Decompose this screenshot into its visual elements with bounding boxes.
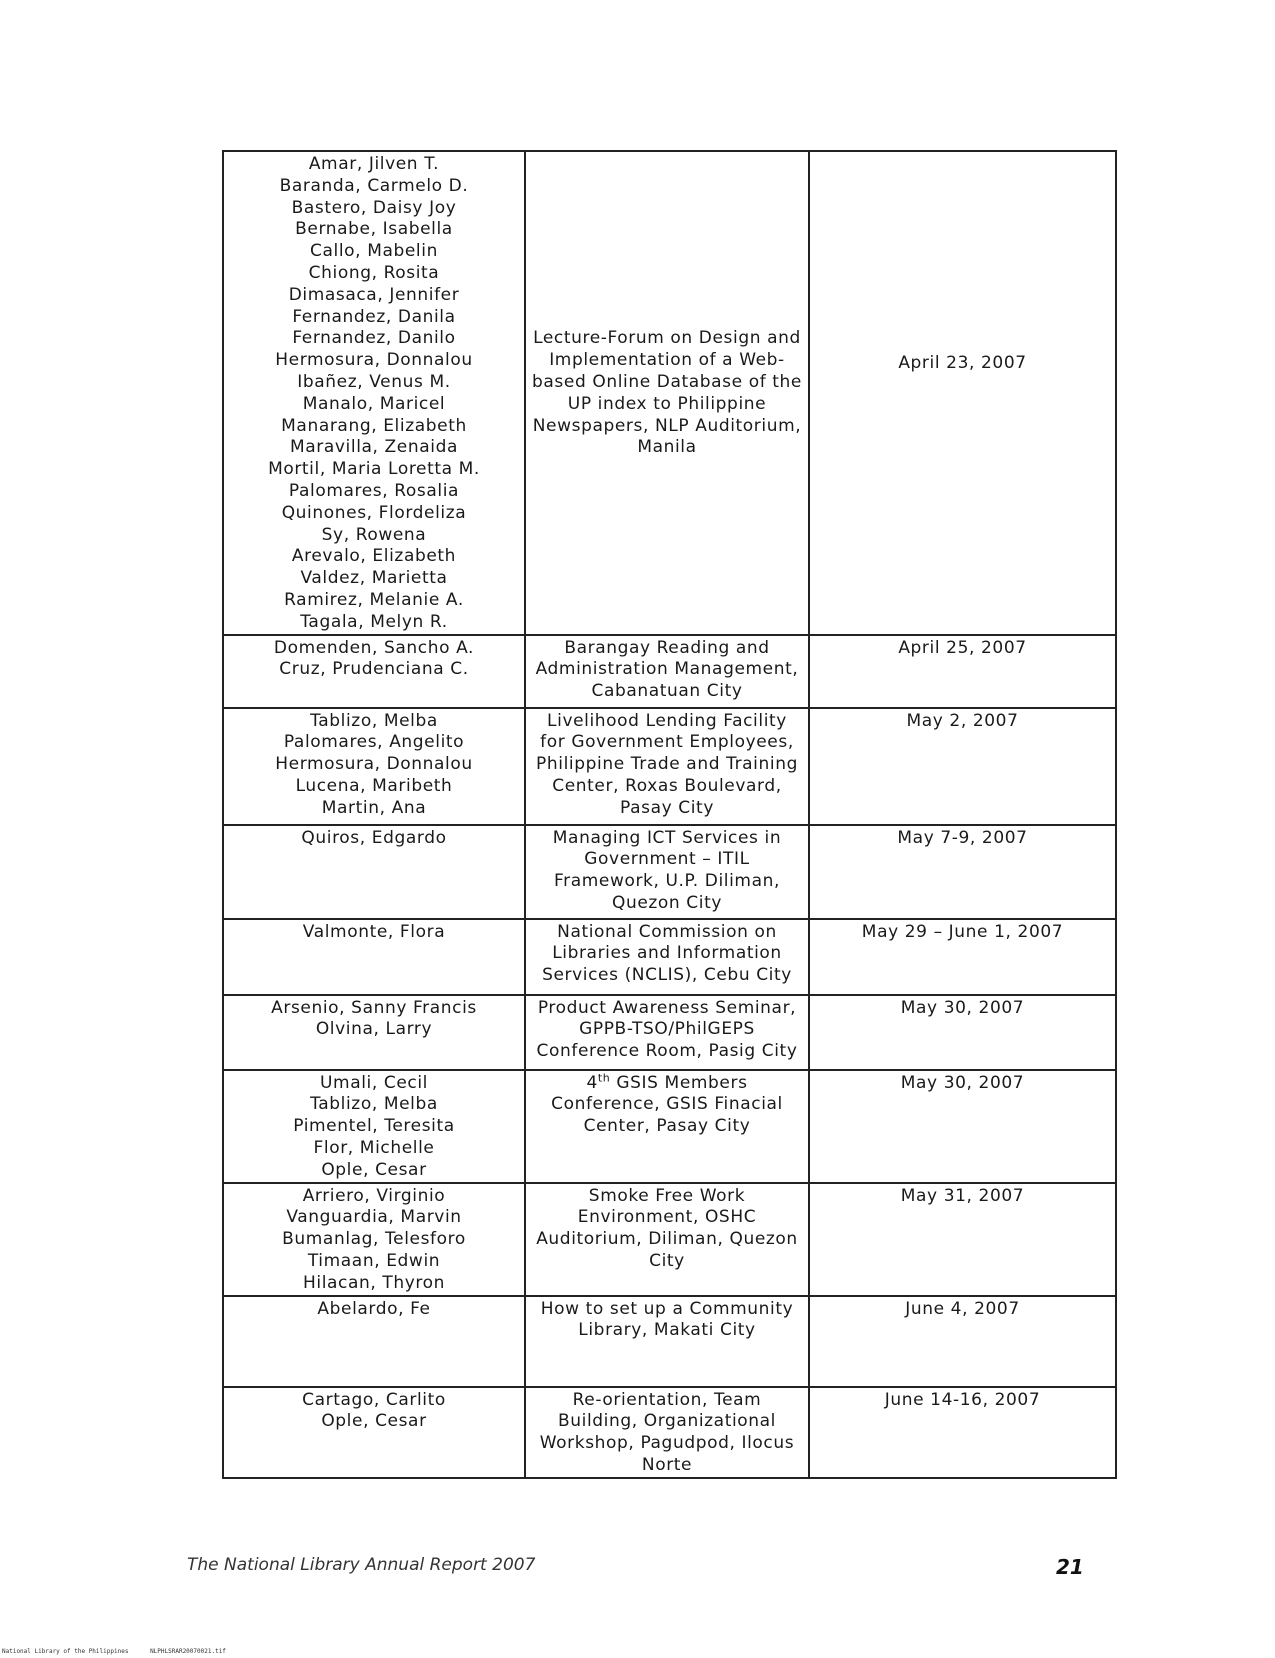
participant-name: Arsenio, Sanny Francis bbox=[271, 997, 477, 1018]
participant-name: Ramirez, Melanie A. bbox=[284, 589, 464, 610]
participants-cell bbox=[223, 635, 525, 708]
event-date: May 30, 2007 bbox=[900, 997, 1025, 1018]
event-text: Conference, GSIS Finacial bbox=[551, 1094, 783, 1115]
event-text: for Government Employees, bbox=[540, 732, 794, 753]
event-cell bbox=[525, 1183, 809, 1296]
participant-name: Hermosura, Donnalou bbox=[275, 350, 473, 371]
participant-name: Martin, Ana bbox=[321, 797, 427, 818]
participant-name: Bastero, Daisy Joy bbox=[291, 197, 457, 218]
event-text: Government – ITIL bbox=[584, 849, 750, 870]
participant-name: Arriero, Virginio bbox=[302, 1185, 446, 1206]
participant-name: Manalo, Maricel bbox=[302, 393, 446, 414]
participant-name: Mortil, Maria Loretta M. bbox=[268, 459, 480, 480]
table-row bbox=[223, 825, 1116, 919]
event-text: Conference Room, Pasig City bbox=[536, 1041, 798, 1062]
event-text: Center, Pasay City bbox=[583, 1116, 751, 1137]
participant-name: Valdez, Marietta bbox=[300, 568, 448, 589]
event-text: Norte bbox=[641, 1454, 693, 1475]
page-number: 21 bbox=[1056, 1555, 1084, 1579]
table-row bbox=[223, 1296, 1116, 1387]
event-text: Services (NCLIS), Cebu City bbox=[542, 965, 792, 986]
participant-name: Ople, Cesar bbox=[321, 1159, 427, 1180]
participant-name: Callo, Mabelin bbox=[310, 241, 438, 262]
date-cell bbox=[809, 995, 1116, 1070]
event-text: Product Awareness Seminar, bbox=[537, 997, 797, 1018]
event-cell bbox=[525, 708, 809, 825]
participant-name: Fernandez, Danila bbox=[292, 306, 456, 327]
date-cell bbox=[809, 151, 1116, 635]
participant-name: Quinones, Flordeliza bbox=[281, 502, 467, 523]
participant-name: Chiong, Rosita bbox=[308, 262, 440, 283]
participant-name: Timaan, Edwin bbox=[307, 1250, 441, 1271]
participant-name: Bernabe, Isabella bbox=[295, 219, 453, 240]
event-cell bbox=[525, 825, 809, 919]
participant-name: Sy, Rowena bbox=[321, 524, 427, 545]
event-cell bbox=[525, 995, 809, 1070]
event-text: Workshop, Pagudpod, Ilocus bbox=[539, 1433, 795, 1454]
scan-stamp bbox=[2, 1648, 244, 1655]
event-cell bbox=[525, 1296, 809, 1387]
participant-name: Lucena, Maribeth bbox=[295, 775, 453, 796]
event-text: GSIS Members bbox=[610, 1072, 748, 1093]
participant-name: Vanguardia, Marvin bbox=[286, 1207, 462, 1228]
event-title-line bbox=[527, 1070, 807, 1095]
date-cell bbox=[809, 1183, 1116, 1296]
event-text: Philippine Trade and Training bbox=[536, 754, 798, 775]
event-text: Building, Organizational bbox=[558, 1411, 776, 1432]
training-table bbox=[222, 150, 1117, 1479]
scan-library: National Library of the Philippines bbox=[2, 1648, 129, 1655]
event-date: May 31, 2007 bbox=[900, 1185, 1025, 1206]
participant-name: Ople, Cesar bbox=[321, 1411, 427, 1432]
participant-name: Palomares, Angelito bbox=[283, 732, 465, 753]
participant-name: Arevalo, Elizabeth bbox=[291, 546, 457, 567]
ordinal-suffix: th bbox=[597, 1070, 611, 1084]
event-cell bbox=[525, 1387, 809, 1478]
event-text: Administration Management, bbox=[535, 659, 799, 680]
participants-cell bbox=[223, 919, 525, 995]
participant-name: Pimentel, Teresita bbox=[293, 1116, 455, 1137]
event-cell bbox=[525, 919, 809, 995]
participant-name: Abelardo, Fe bbox=[317, 1298, 431, 1319]
event-text: Barangay Reading and bbox=[564, 637, 770, 658]
participants-cell bbox=[223, 995, 525, 1070]
participant-name: Quiros, Edgardo bbox=[301, 827, 447, 848]
participant-name: Hilacan, Thyron bbox=[302, 1272, 445, 1293]
participants-cell bbox=[223, 1183, 525, 1296]
event-text: City bbox=[649, 1250, 685, 1271]
event-text: Libraries and Information bbox=[552, 943, 782, 964]
event-text: How to set up a Community bbox=[540, 1298, 794, 1319]
event-cell bbox=[525, 151, 809, 635]
participant-name: Baranda, Carmelo D. bbox=[279, 175, 469, 196]
event-text: Livelihood Lending Facility bbox=[547, 710, 787, 731]
event-text: National Commission on bbox=[557, 921, 777, 942]
table-row bbox=[223, 708, 1116, 825]
participants-cell bbox=[223, 1296, 525, 1387]
event-text: UP index to Philippine bbox=[567, 393, 767, 414]
participants-cell bbox=[223, 151, 525, 635]
participant-name: Tablizo, Melba bbox=[310, 1094, 438, 1115]
event-text: Library, Makati City bbox=[578, 1320, 756, 1341]
event-text: GPPB-TSO/PhilGEPS bbox=[579, 1019, 755, 1040]
participant-name: Tablizo, Melba bbox=[310, 710, 438, 731]
participants-cell bbox=[223, 1070, 525, 1183]
event-text: Environment, OSHC bbox=[577, 1207, 757, 1228]
event-text: Manila bbox=[637, 437, 697, 458]
event-text: based Online Database of the bbox=[532, 371, 802, 392]
event-text: Newspapers, NLP Auditorium, bbox=[532, 415, 802, 436]
date-cell bbox=[809, 825, 1116, 919]
table-row bbox=[223, 1387, 1116, 1478]
date-cell bbox=[809, 1387, 1116, 1478]
event-date: June 14-16, 2007 bbox=[884, 1389, 1041, 1410]
table-row bbox=[223, 919, 1116, 995]
participant-name: Cartago, Carlito bbox=[302, 1389, 446, 1410]
event-text: Managing ICT Services in bbox=[552, 827, 782, 848]
event-date: May 29 – June 1, 2007 bbox=[861, 921, 1064, 942]
participants-cell bbox=[223, 825, 525, 919]
participant-name: Domenden, Sancho A. bbox=[273, 637, 475, 658]
event-date: May 30, 2007 bbox=[900, 1072, 1025, 1093]
participants-cell bbox=[223, 708, 525, 825]
participant-name: Ibañez, Venus M. bbox=[297, 371, 451, 392]
event-text: Quezon City bbox=[611, 892, 723, 913]
footer-report-title: The National Library Annual Report 2007 bbox=[187, 1555, 536, 1575]
participant-name: Cruz, Prudenciana C. bbox=[279, 659, 469, 680]
event-text: Framework, U.P. Diliman, bbox=[554, 871, 780, 892]
event-date: April 23, 2007 bbox=[898, 352, 1027, 373]
event-date: June 4, 2007 bbox=[905, 1298, 1020, 1319]
participant-name: Manarang, Elizabeth bbox=[281, 415, 467, 436]
event-ordinal: 4 bbox=[586, 1072, 598, 1093]
table-row bbox=[223, 995, 1116, 1070]
date-cell bbox=[809, 919, 1116, 995]
event-text: Re-orientation, Team bbox=[572, 1389, 762, 1410]
participant-name: Dimasaca, Jennifer bbox=[288, 284, 460, 305]
date-cell bbox=[809, 1070, 1116, 1183]
participant-name: Palomares, Rosalia bbox=[288, 480, 460, 501]
event-date: May 2, 2007 bbox=[906, 710, 1019, 731]
event-date: April 25, 2007 bbox=[898, 637, 1027, 658]
event-cell bbox=[525, 635, 809, 708]
participant-name: Fernandez, Danilo bbox=[292, 328, 456, 349]
participant-name: Valmonte, Flora bbox=[302, 921, 446, 942]
event-text: Implementation of a Web- bbox=[549, 350, 785, 371]
event-text: Center, Roxas Boulevard, bbox=[552, 775, 782, 796]
table-row bbox=[223, 1183, 1116, 1296]
participant-name: Hermosura, Donnalou bbox=[275, 754, 473, 775]
table-row bbox=[223, 635, 1116, 708]
scan-file: NLPHLSRAR20070021.tif bbox=[150, 1648, 226, 1655]
participant-name: Maravilla, Zenaida bbox=[290, 437, 458, 458]
participant-name: Tagala, Melyn R. bbox=[300, 611, 448, 632]
table-row bbox=[223, 151, 1116, 635]
participant-name: Olvina, Larry bbox=[315, 1019, 433, 1040]
participants-cell bbox=[223, 1387, 525, 1478]
date-cell bbox=[809, 635, 1116, 708]
participant-name: Umali, Cecil bbox=[320, 1072, 428, 1093]
event-text: Smoke Free Work bbox=[588, 1185, 746, 1206]
event-cell bbox=[525, 1070, 809, 1183]
date-cell bbox=[809, 708, 1116, 825]
event-text: Cabanatuan City bbox=[591, 681, 743, 702]
date-cell bbox=[809, 1296, 1116, 1387]
participant-name: Bumanlag, Telesforo bbox=[282, 1229, 466, 1250]
participant-name: Amar, Jilven T. bbox=[308, 154, 440, 174]
event-text: Auditorium, Diliman, Quezon bbox=[536, 1229, 798, 1250]
event-text: Pasay City bbox=[620, 797, 714, 818]
participant-name: Flor, Michelle bbox=[313, 1137, 435, 1158]
event-text: Lecture-Forum on Design and bbox=[533, 328, 801, 349]
table-row bbox=[223, 1070, 1116, 1183]
event-date: May 7-9, 2007 bbox=[897, 827, 1028, 848]
